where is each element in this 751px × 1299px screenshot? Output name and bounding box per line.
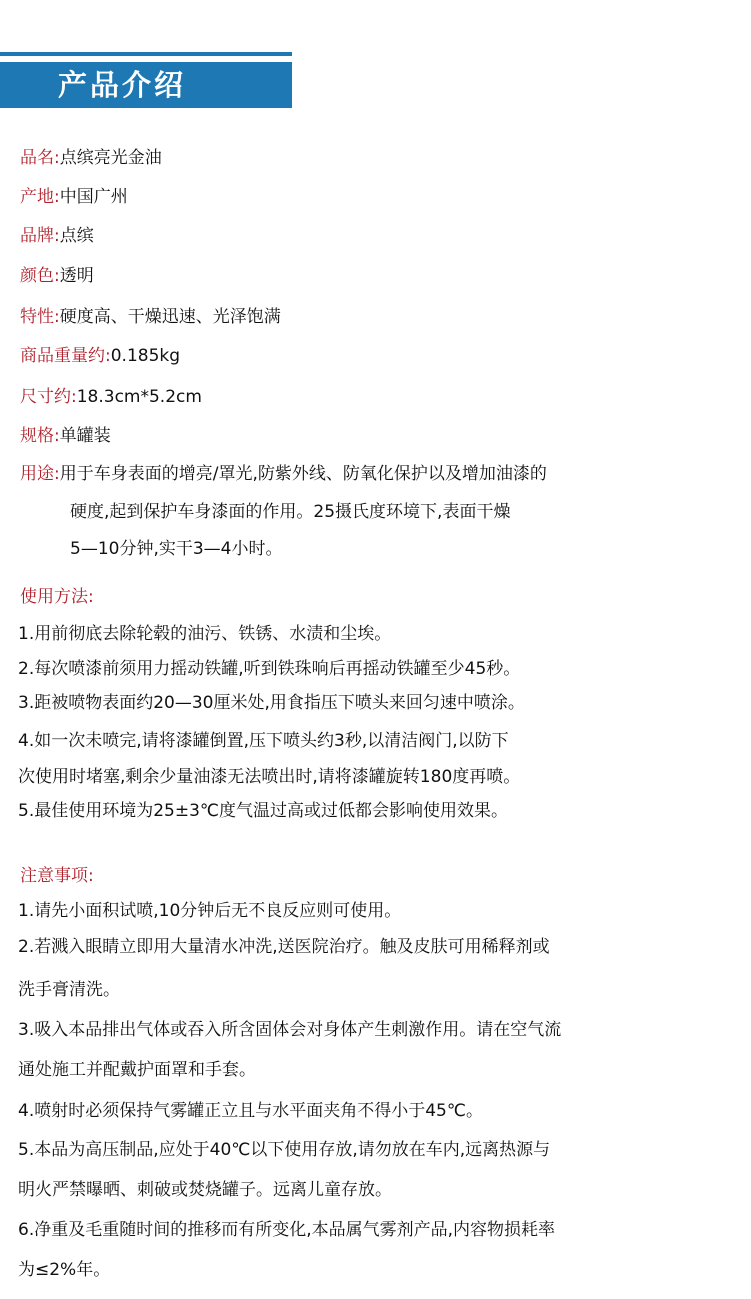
notice-item: 为≤2%年。	[18, 1260, 111, 1280]
info-row-features	[20, 305, 281, 329]
info-label: 规格:	[20, 426, 60, 446]
method-step: 次使用时堵塞,剩余少量油漆无法喷出时,请将漆罐旋转180度再喷。	[18, 767, 521, 787]
info-value: 单罐装	[59, 426, 111, 446]
page-title: 产品介绍	[58, 68, 187, 102]
info-value: 透明	[59, 266, 94, 286]
method-step: 1.用前彻底去除轮毂的油污、铁锈、水渍和尘埃。	[18, 624, 392, 644]
info-label: 商品重量约:	[20, 346, 111, 366]
method-step: 3.距被喷物表面约20—30厘米处,用食指压下喷头来回匀速中喷涂。	[18, 693, 525, 713]
info-row-spec	[20, 424, 111, 448]
notice-title: 注意事项:	[20, 866, 94, 886]
info-label: 产地:	[20, 187, 60, 207]
method-step: 5.最佳使用环境为25±3℃度气温过高或过低都会影响使用效果。	[18, 801, 509, 821]
method-title: 使用方法:	[20, 587, 94, 607]
info-value: 用于车身表面的增亮/罩光,防紫外线、防氧化保护以及增加油漆的	[59, 464, 547, 484]
info-row-origin	[20, 185, 128, 209]
info-label: 品名:	[20, 148, 60, 168]
notice-item: 通处施工并配戴护面罩和手套。	[18, 1060, 256, 1080]
notice-item: 6.净重及毛重随时间的推移而有所变化,本品属气雾剂产品,内容物损耗率	[18, 1220, 556, 1240]
notice-item: 明火严禁曝晒、刺破或焚烧罐子。远离儿童存放。	[18, 1180, 392, 1200]
notice-item: 3.吸入本品排出气体或吞入所含固体会对身体产生刺激作用。请在空气流	[18, 1020, 562, 1040]
usage-continuation: 5—10分钟,实干3—4小时。	[70, 539, 283, 559]
info-value: 中国广州	[59, 187, 128, 207]
info-row-name	[20, 146, 162, 170]
info-row-weight	[20, 344, 180, 368]
info-value: 点缤	[59, 226, 94, 246]
info-value: 硬度高、干燥迅速、光泽饱满	[59, 307, 281, 327]
info-label: 用途:	[20, 464, 60, 484]
info-label: 品牌:	[20, 226, 60, 246]
notice-item: 1.请先小面积试喷,10分钟后无不良反应则可使用。	[18, 901, 402, 921]
info-label: 特性:	[20, 307, 60, 327]
notice-item: 洗手膏清洗。	[18, 980, 120, 1000]
notice-item: 2.若溅入眼睛立即用大量清水冲洗,送医院治疗。触及皮肤可用稀释剂或	[18, 937, 550, 957]
method-step: 2.每次喷漆前须用力摇动铁罐,听到铁珠响后再摇动铁罐至少45秒。	[18, 659, 521, 679]
notice-item: 5.本品为高压制品,应处于40℃以下使用存放,请勿放在车内,远离热源与	[18, 1140, 551, 1160]
info-value: 点缤亮光金油	[59, 148, 162, 168]
notice-item: 4.喷射时必须保持气雾罐正立且与水平面夹角不得小于45℃。	[18, 1101, 483, 1121]
info-row-color	[20, 264, 94, 288]
info-label: 尺寸约:	[20, 387, 77, 407]
info-value: 0.185kg	[110, 346, 181, 366]
method-step: 4.如一次未喷完,请将漆罐倒置,压下喷头约3秒,以清洁阀门,以防下	[18, 731, 509, 751]
header-top-line	[0, 52, 292, 56]
info-row-usage	[20, 462, 547, 486]
usage-continuation: 硬度,起到保护车身漆面的作用。25摄氏度环境下,表面干燥	[70, 502, 511, 522]
info-value: 18.3cm*5.2cm	[76, 387, 202, 407]
info-row-brand	[20, 224, 94, 248]
info-row-size	[20, 385, 202, 409]
info-label: 颜色:	[20, 266, 60, 286]
